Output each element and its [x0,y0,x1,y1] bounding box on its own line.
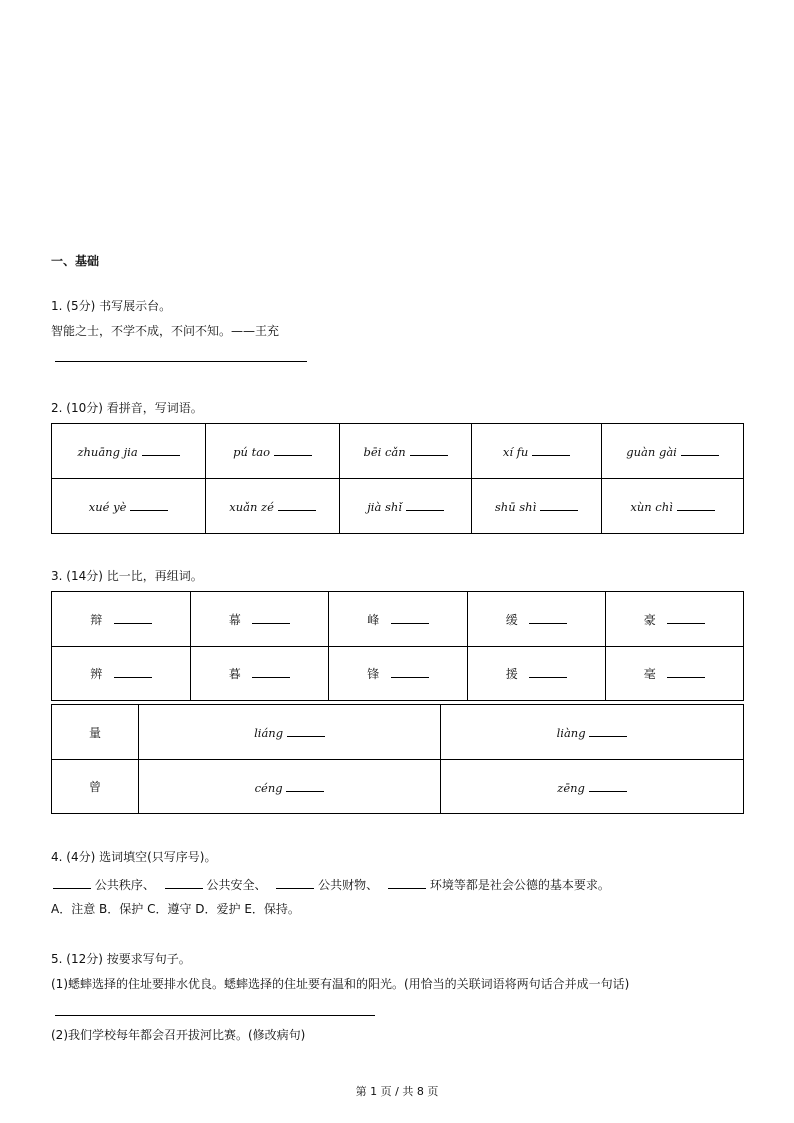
q4-blank-3[interactable] [276,876,314,889]
q3-cell: 援 [468,647,606,701]
polyphone-char: 量 [52,705,139,760]
q3-cell: 幕 [191,592,329,647]
q3-header: 3. (14分) 比一比，再组词。 [51,569,203,583]
q4-blank-1[interactable] [53,876,91,889]
q2-cell: pú tao [206,424,340,479]
q2-cell: xí fu [472,424,602,479]
q3-cell: 毫 [606,647,744,701]
q4-fill-line: 公共秩序、 公共安全、 公共财物、 环境等都是社会公德的基本要求。 [53,876,610,893]
q1-quote: 智能之士，不学不成，不问不知。——王充 [51,324,280,338]
table-row [52,760,744,814]
q2-cell: shū shì [472,479,602,534]
table-row [52,424,744,479]
q4-blank-4[interactable] [388,876,426,889]
q2-cell: xuǎn zé [206,479,340,534]
q2-cell: xué yè [52,479,206,534]
q5-answer-line-1[interactable] [55,1015,375,1016]
q2-pinyin-table [51,423,744,534]
q3-cell: 暮 [191,647,329,701]
q3-cell: céng [139,760,441,814]
q2-cell: guàn gài [602,424,744,479]
q4-header: 4. (4分) 选词填空(只写序号)。 [51,850,217,864]
q2-cell: zhuāng jia [52,424,206,479]
q5-sentence-1: (1)蟋蟀选择的住址要排水优良。蟋蟀选择的住址要有温和的阳光。(用恰当的关联词语将两句话合并成一句话) [51,977,630,991]
table-row [52,479,744,534]
table-row [52,647,744,701]
q2-cell: xùn chì [602,479,744,534]
q4-options: A．注意 B．保护 C．遵守 D．爱护 E．保持。 [51,902,300,916]
q3-cell: 缓 [468,592,606,647]
q4-blank-2[interactable] [165,876,203,889]
q3-cell: 豪 [606,592,744,647]
q1-answer-line[interactable] [55,361,307,362]
q3-cell: 峰 [329,592,468,647]
q2-cell: jià shǐ [340,479,472,534]
q3-cell: 锋 [329,647,468,701]
section-title: 一、基础 [51,254,100,268]
q3-cell: 辩 [52,592,191,647]
polyphone-char: 曾 [52,760,139,814]
q3-cell: liáng [139,705,441,760]
table-row [52,705,744,760]
q2-header: 2. (10分) 看拼音，写词语。 [51,401,203,415]
q3-cell: liàng [441,705,744,760]
q2-cell: bēi cǎn [340,424,472,479]
page-footer: 第 1 页 / 共 8 页 [355,1085,439,1098]
q3-compare-table [51,591,744,701]
table-row [52,592,744,647]
q1-header: 1. (5分) 书写展示台。 [51,299,172,313]
q5-header: 5. (12分) 按要求写句子。 [51,952,191,966]
q3-cell: 辨 [52,647,191,701]
q3-polyphone-table [51,704,744,814]
q5-sentence-2: (2)我们学校每年都会召开拔河比赛。(修改病句) [51,1028,306,1042]
q3-cell: zēng [441,760,744,814]
